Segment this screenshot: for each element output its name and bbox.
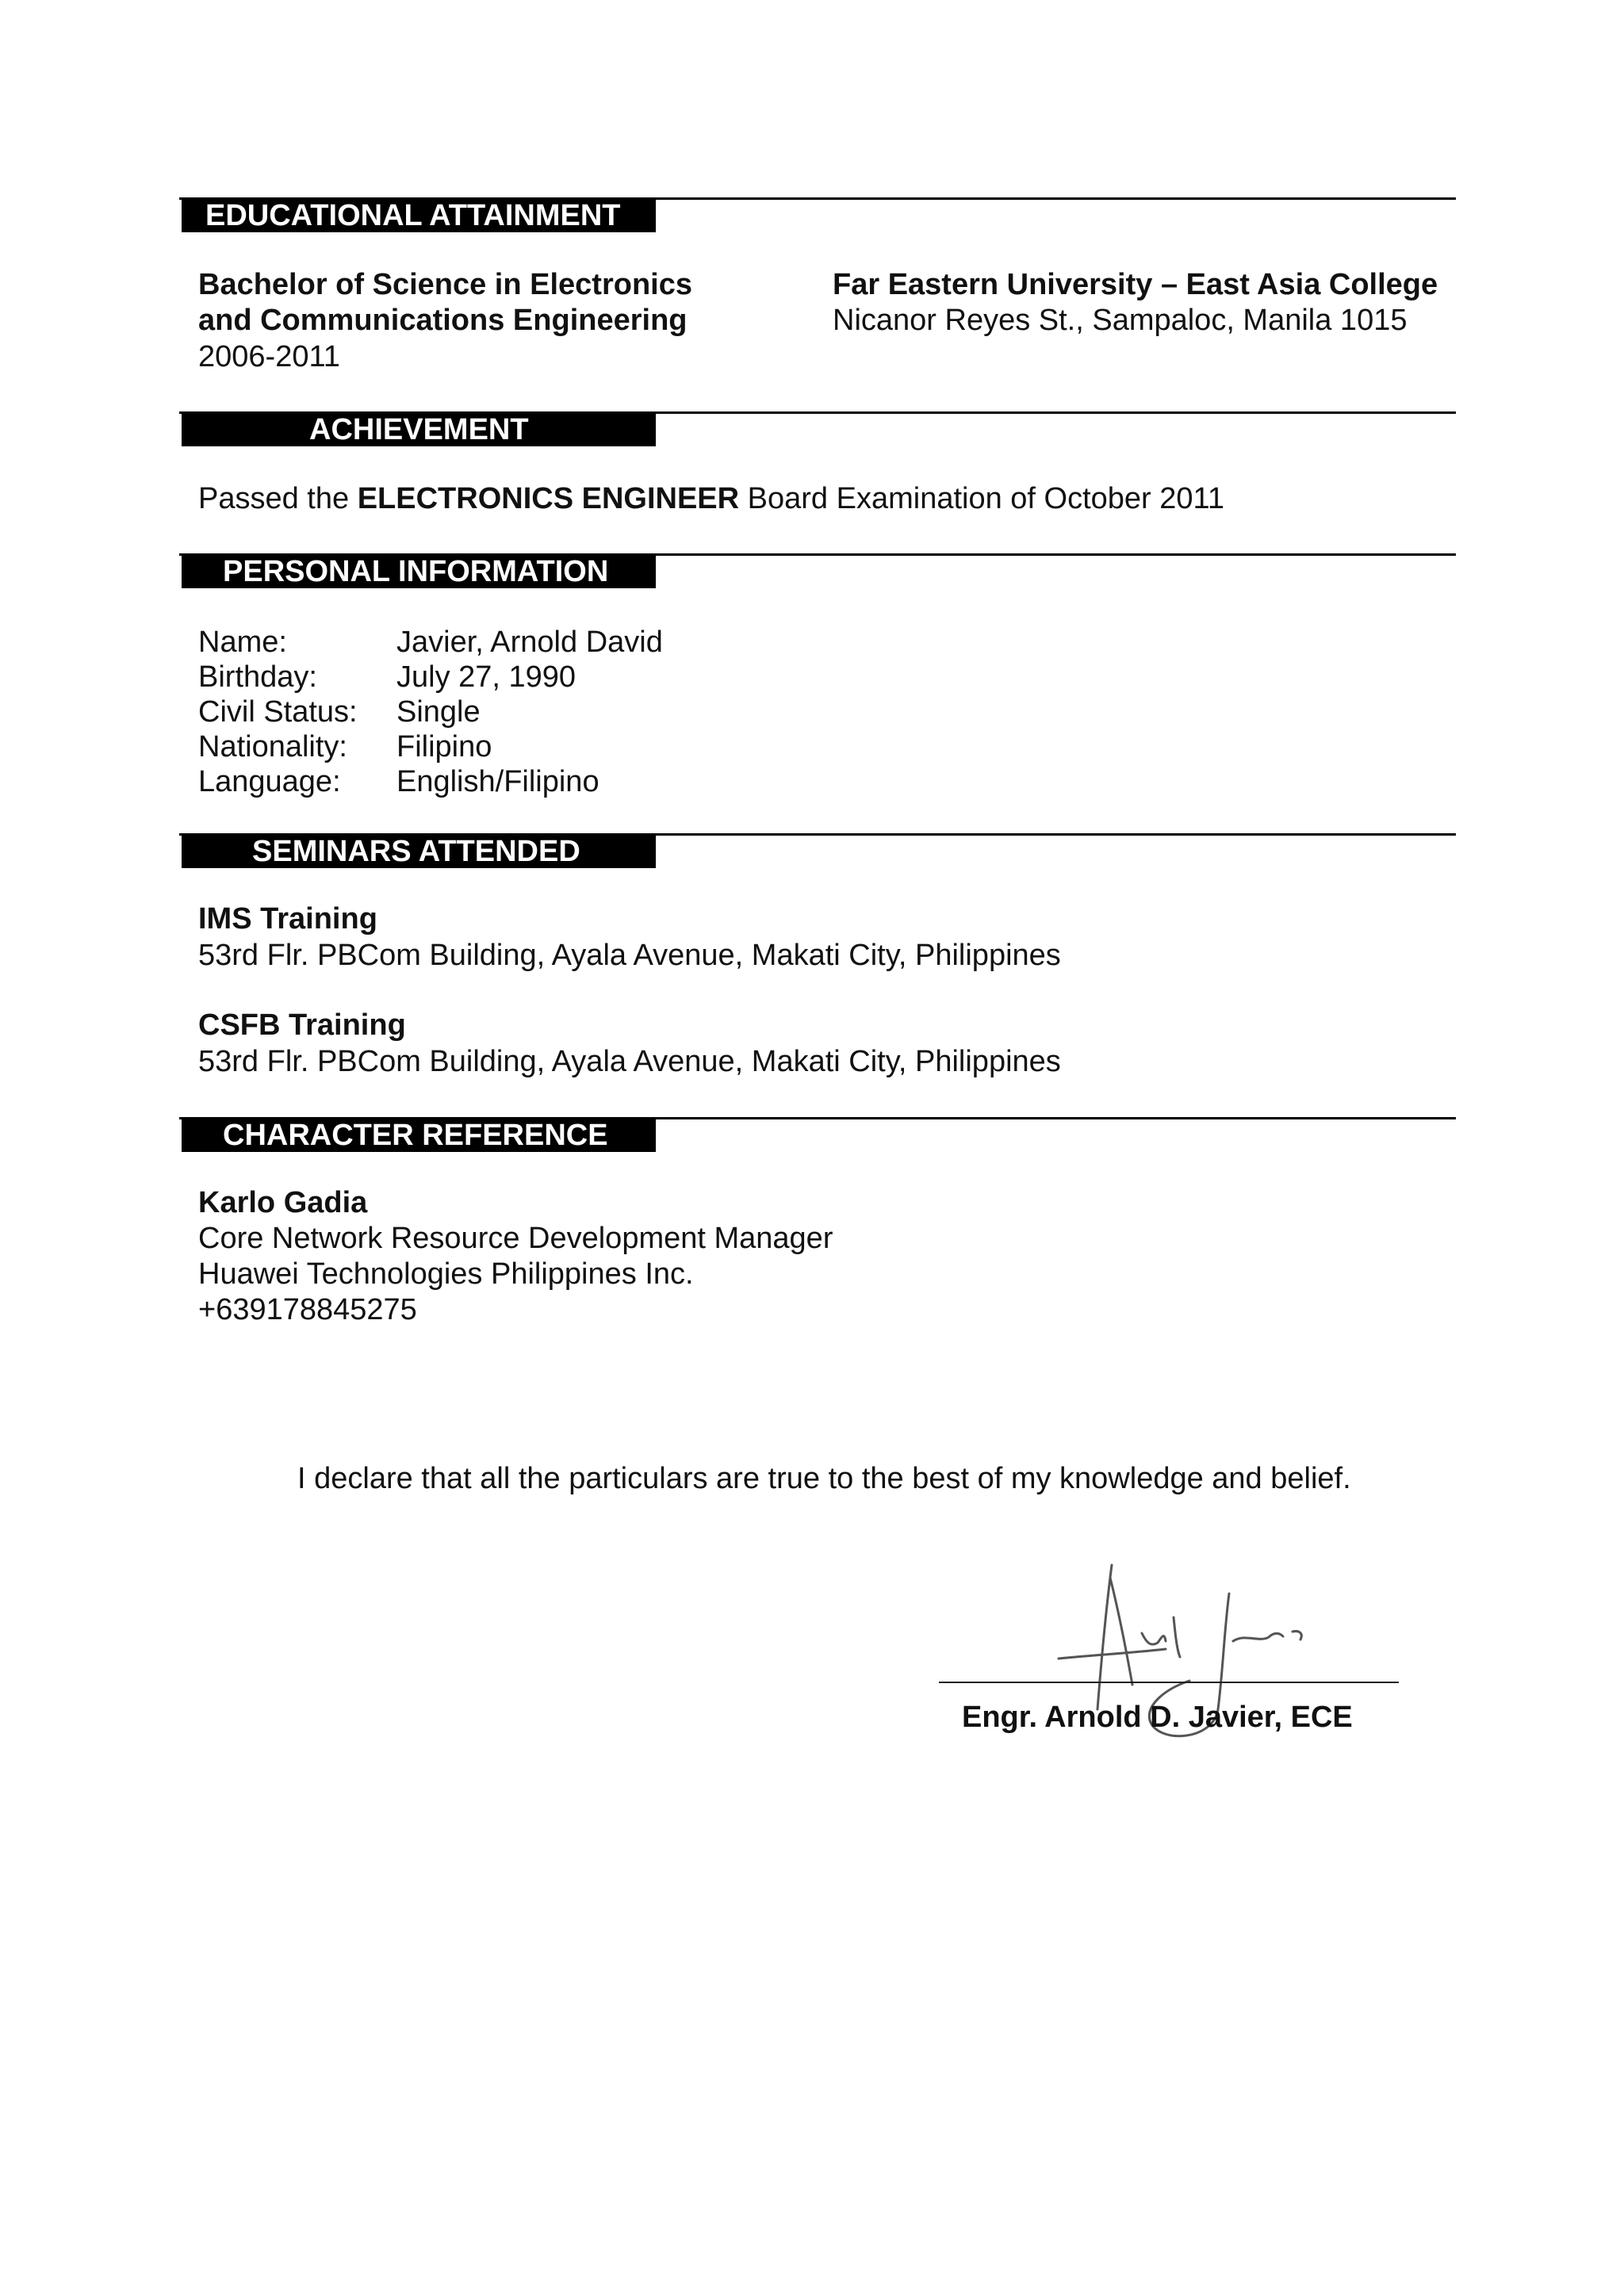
info-row-language <box>198 764 663 799</box>
degree-line-1: Bachelor of Science in Electronics <box>198 268 692 301</box>
info-label: Language: <box>198 765 341 798</box>
info-row-civil-status <box>198 695 663 729</box>
achievement-prefix: Passed the <box>198 482 350 515</box>
section-title: CHARACTER REFERENCE <box>223 1119 608 1152</box>
seminar-location: 53rd Flr. PBCom Building, Ayala Avenue, Makati City, Philippines <box>198 939 1061 972</box>
info-label: Civil Status: <box>198 695 358 729</box>
section-title: SEMINARS ATTENDED <box>252 835 580 868</box>
info-value: Single <box>396 695 481 729</box>
achievement-text <box>198 481 1224 516</box>
info-label: Nationality: <box>198 730 347 763</box>
seminar-title: CSFB Training <box>198 1008 406 1042</box>
info-row-nationality <box>198 729 663 764</box>
degree-line-2: and Communications Engineering <box>198 304 688 337</box>
info-value: Javier, Arnold David <box>396 626 663 659</box>
section-title: PERSONAL INFORMATION <box>223 555 609 588</box>
section-label-bar <box>182 1119 656 1152</box>
info-row-name <box>198 625 663 660</box>
achievement-suffix: Board Examination of October 2011 <box>747 482 1224 515</box>
section-label-bar <box>182 199 656 232</box>
reference-position: Core Network Resource Development Manager <box>198 1222 833 1255</box>
declaration-text: I declare that all the particulars are true to the best of my knowledge and belief. <box>297 1462 1351 1495</box>
section-label-bar <box>182 413 656 446</box>
section-title: ACHIEVEMENT <box>309 413 529 446</box>
seminar-title: IMS Training <box>198 902 377 936</box>
section-header-personal <box>179 553 1456 591</box>
reference-company: Huawei Technologies Philippines Inc. <box>198 1257 694 1291</box>
section-header-reference <box>179 1117 1456 1155</box>
section-header-seminars <box>179 833 1456 871</box>
personal-info-list <box>198 625 663 799</box>
school-address: Nicanor Reyes St., Sampaloc, Manila 1015 <box>833 304 1408 337</box>
info-value: July 27, 1990 <box>396 660 576 694</box>
info-value: English/Filipino <box>396 765 599 798</box>
section-header-education <box>179 197 1456 235</box>
info-label: Name: <box>198 626 287 659</box>
info-row-birthday <box>198 660 663 695</box>
signature-line <box>939 1682 1399 1683</box>
info-label: Birthday: <box>198 660 317 694</box>
achievement-highlight: ELECTRONICS ENGINEER <box>357 482 740 515</box>
section-header-achievement <box>179 411 1456 450</box>
school-name: Far Eastern University – East Asia College <box>833 268 1438 301</box>
seminar-location: 53rd Flr. PBCom Building, Ayala Avenue, Makati City, Philippines <box>198 1045 1061 1078</box>
reference-name: Karlo Gadia <box>198 1186 368 1219</box>
degree-years: 2006-2011 <box>198 340 340 373</box>
section-title: EDUCATIONAL ATTAINMENT <box>205 199 621 232</box>
info-value: Filipino <box>396 730 492 763</box>
section-label-bar <box>182 555 656 588</box>
reference-phone: +639178845275 <box>198 1293 417 1326</box>
signatory-name: Engr. Arnold D. Javier, ECE <box>962 1701 1353 1734</box>
section-label-bar <box>182 835 656 868</box>
